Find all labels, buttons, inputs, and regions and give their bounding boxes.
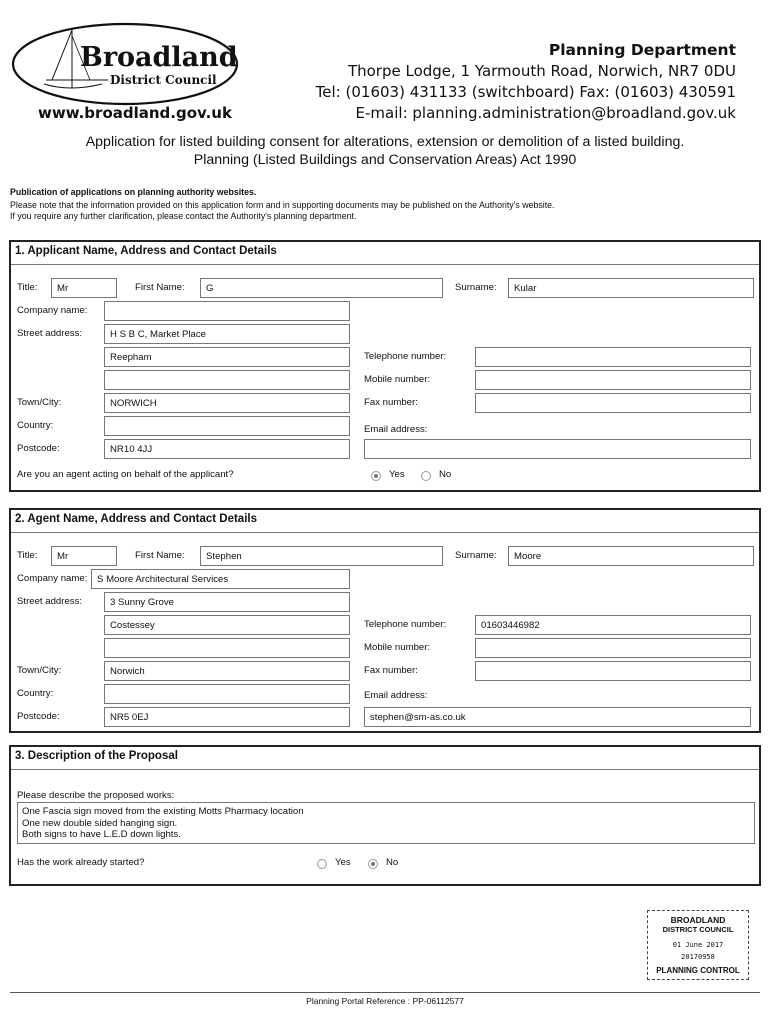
surname-label: Surname: (455, 550, 497, 561)
agent-email-field[interactable]: stephen@sm-as.co.uk (364, 707, 751, 727)
footer-reference: Planning Portal Reference : PP-06112577 (306, 996, 464, 1006)
surname-label: Surname: (455, 282, 497, 293)
agent-telephone-field[interactable]: 01603446982 (475, 615, 751, 635)
first-name-label: First Name: (135, 282, 185, 293)
agent-title-field[interactable]: Mr (51, 546, 117, 566)
proposal-line: Both signs to have L.E.D down lights. (22, 829, 181, 840)
department-address: Thorpe Lodge, 1 Yarmouth Road, Norwich, NR7 0DU (347, 62, 736, 80)
agent-country-field[interactable] (104, 684, 350, 704)
proposal-section (9, 745, 761, 886)
applicant-street1-field[interactable]: H S B C, Market Place (104, 324, 350, 344)
postcode-label: Postcode: (17, 711, 60, 722)
section-title: 2. Agent Name, Address and Contact Details (15, 513, 257, 525)
applicant-surname-field[interactable]: Kular (508, 278, 754, 298)
stamp-council-name: BROADLAND (670, 915, 726, 925)
applicant-street3-field[interactable] (104, 370, 350, 390)
started-yes-radio[interactable] (317, 859, 327, 869)
agent-street1-field[interactable]: 3 Sunny Grove (104, 592, 350, 612)
received-stamp (647, 910, 749, 980)
agent-first-name-field[interactable]: Stephen (200, 546, 443, 566)
applicant-country-field[interactable] (104, 416, 350, 436)
agent-company-field[interactable]: S Moore Architectural Services (91, 569, 350, 589)
agent-fax-field[interactable] (475, 661, 751, 681)
stamp-department: PLANNING CONTROL (656, 966, 740, 975)
applicant-title-field[interactable]: Mr (51, 278, 117, 298)
postcode-label: Postcode: (17, 443, 60, 454)
publication-heading: Publication of applications on planning authority websites. (10, 187, 257, 197)
started-question: Has the work already started? (17, 857, 145, 868)
applicant-telephone-field[interactable] (475, 347, 751, 367)
applicant-first-name-field[interactable]: G (200, 278, 443, 298)
email-label: Email address: (364, 690, 428, 701)
stamp-date: 01 June 2017 (672, 941, 724, 949)
applicant-section (9, 240, 761, 492)
started-no-label: No (386, 857, 399, 868)
publication-note: Please note that the information provided on this application form and in supporting documents may be published on the Authority's website. (10, 200, 555, 210)
street-label: Street address: (17, 328, 83, 339)
agent-no-label: No (439, 469, 452, 480)
applicant-email-field[interactable] (364, 439, 751, 459)
agent-yes-label: Yes (389, 469, 405, 480)
telephone-label: Telephone number: (364, 351, 447, 362)
first-name-label: First Name: (135, 550, 185, 561)
agent-mobile-field[interactable] (475, 638, 751, 658)
publication-note: If you require any further clarification, please contact the Authority's planning department. (10, 211, 357, 221)
telephone-label: Telephone number: (364, 619, 447, 630)
stamp-council-type: DISTRICT COUNCIL (662, 925, 734, 934)
section-title: 1. Applicant Name, Address and Contact Details (15, 245, 277, 257)
proposal-description-field[interactable] (17, 802, 755, 844)
mobile-label: Mobile number: (364, 642, 431, 653)
town-label: Town/City: (17, 665, 62, 676)
applicant-fax-field[interactable] (475, 393, 751, 413)
website-link[interactable]: www.broadland.gov.uk (38, 104, 232, 122)
applicant-street2-field[interactable]: Reepham (104, 347, 350, 367)
mobile-label: Mobile number: (364, 374, 431, 385)
department-email: E-mail: planning.administration@broadland.gov.uk (355, 104, 736, 122)
agent-section (9, 508, 761, 733)
company-label: Company name: (17, 573, 88, 584)
company-label: Company name: (17, 305, 88, 316)
agent-town-field[interactable]: Norwich (104, 661, 350, 681)
logo-council-text: District Council (110, 73, 217, 87)
email-label: Email address: (364, 424, 428, 435)
agent-yes-radio[interactable] (371, 471, 381, 481)
applicant-company-field[interactable] (104, 301, 350, 321)
broadland-logo (10, 18, 240, 106)
town-label: Town/City: (17, 397, 62, 408)
agent-street2-field[interactable]: Costessey (104, 615, 350, 635)
agent-surname-field[interactable]: Moore (508, 546, 754, 566)
form-subtitle: Planning (Listed Buildings and Conservation Areas) Act 1990 (193, 152, 577, 168)
agent-street3-field[interactable] (104, 638, 350, 658)
department-phone: Tel: (01603) 431133 (switchboard) Fax: (01603) 430591 (315, 83, 736, 101)
agent-question: Are you an agent acting on behalf of the applicant? (17, 469, 234, 480)
started-no-radio[interactable] (368, 859, 378, 869)
section-title: 3. Description of the Proposal (15, 750, 178, 762)
stamp-number: 20170958 (681, 953, 715, 961)
country-label: Country: (17, 688, 54, 699)
applicant-town-field[interactable]: NORWICH (104, 393, 350, 413)
title-label: Title: (17, 282, 38, 293)
form-title: Application for listed building consent for alterations, extension or demolition of a listed building. (85, 134, 685, 150)
fax-label: Fax number: (364, 665, 418, 676)
title-label: Title: (17, 550, 38, 561)
started-yes-label: Yes (335, 857, 351, 868)
applicant-mobile-field[interactable] (475, 370, 751, 390)
department-title: Planning Department (548, 41, 736, 59)
proposal-line: One new double sided hanging sign. (22, 817, 178, 829)
proposal-line: One Fascia sign moved from the existing Motts Pharmacy location (22, 806, 304, 817)
street-label: Street address: (17, 596, 83, 607)
applicant-postcode-field[interactable]: NR10 4JJ (104, 439, 350, 459)
agent-no-radio[interactable] (421, 471, 431, 481)
fax-label: Fax number: (364, 397, 418, 408)
agent-postcode-field[interactable]: NR5 0EJ (104, 707, 350, 727)
proposal-prompt: Please describe the proposed works: (17, 790, 175, 801)
country-label: Country: (17, 420, 54, 431)
logo-broadland-text: Broadland (80, 42, 238, 73)
footer-divider (10, 992, 760, 993)
